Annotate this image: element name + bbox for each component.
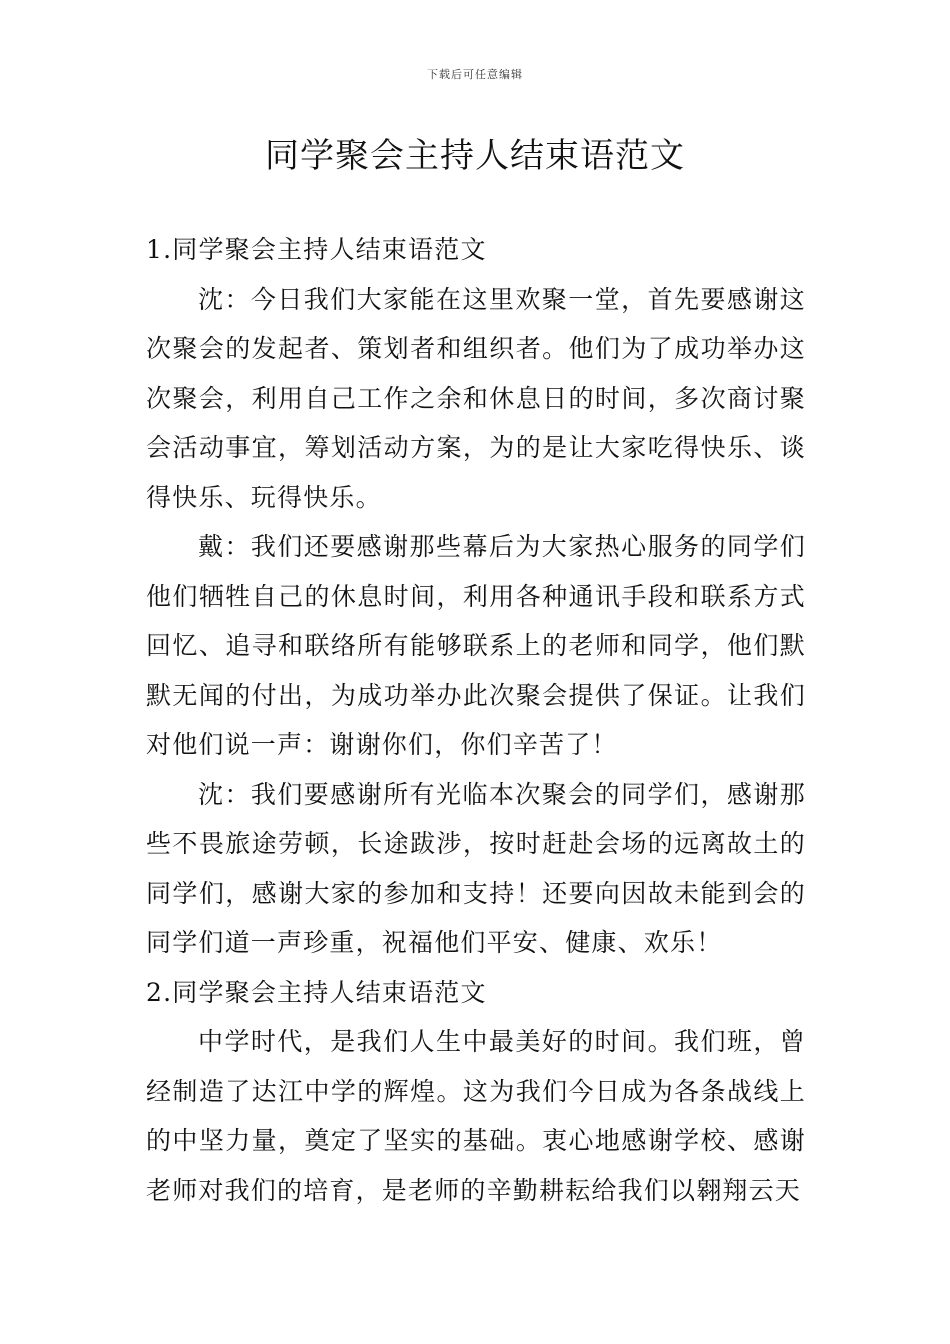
paragraph: 中学时代，是我们人生中最美好的时间。我们班，曾经制造了达江中学的辉煌。这为我们今日成为各条战线上的中坚力量，奠定了坚实的基础。衷心地感谢学校、感谢老师对我们的培育，是老师的辛勤耕耘给我们以翱翔云天	[146, 1027, 806, 1205]
paragraph: 沈：今日我们大家能在这里欢聚一堂，首先要感谢这次聚会的发起者、策划者和组织者。他们为了成功举办这次聚会，利用自己工作之余和休息日的时间，多次商讨聚会活动事宜，筹划活动方案，为的是让大家吃得快乐、谈得快乐、玩得快乐。	[146, 284, 806, 512]
paragraph: 沈：我们要感谢所有光临本次聚会的同学们，感谢那些不畏旅途劳顿，长途跋涉，按时赶赴会场的远离故土的同学们，感谢大家的参加和支持！还要向因故未能到会的同学们道一声珍重，祝福他们平安、健康、欢乐！	[146, 779, 806, 957]
section-heading: 1.同学聚会主持人结束语范文	[146, 235, 487, 264]
paragraph: 戴：我们还要感谢那些幕后为大家热心服务的同学们他们牺牲自己的休息时间，利用各种通讯手段和联系方式回忆、追寻和联络所有能够联系上的老师和同学，他们默默无闻的付出，为成功举办此次聚会提供了保证。让我们对他们说一声：谢谢你们，你们辛苦了！	[146, 532, 806, 759]
document-title: 同学聚会主持人结束语范文	[265, 136, 685, 176]
document-body	[146, 225, 806, 1215]
header-note: 下载后可任意编辑	[427, 68, 523, 81]
section-heading: 2.同学聚会主持人结束语范文	[146, 977, 487, 1007]
